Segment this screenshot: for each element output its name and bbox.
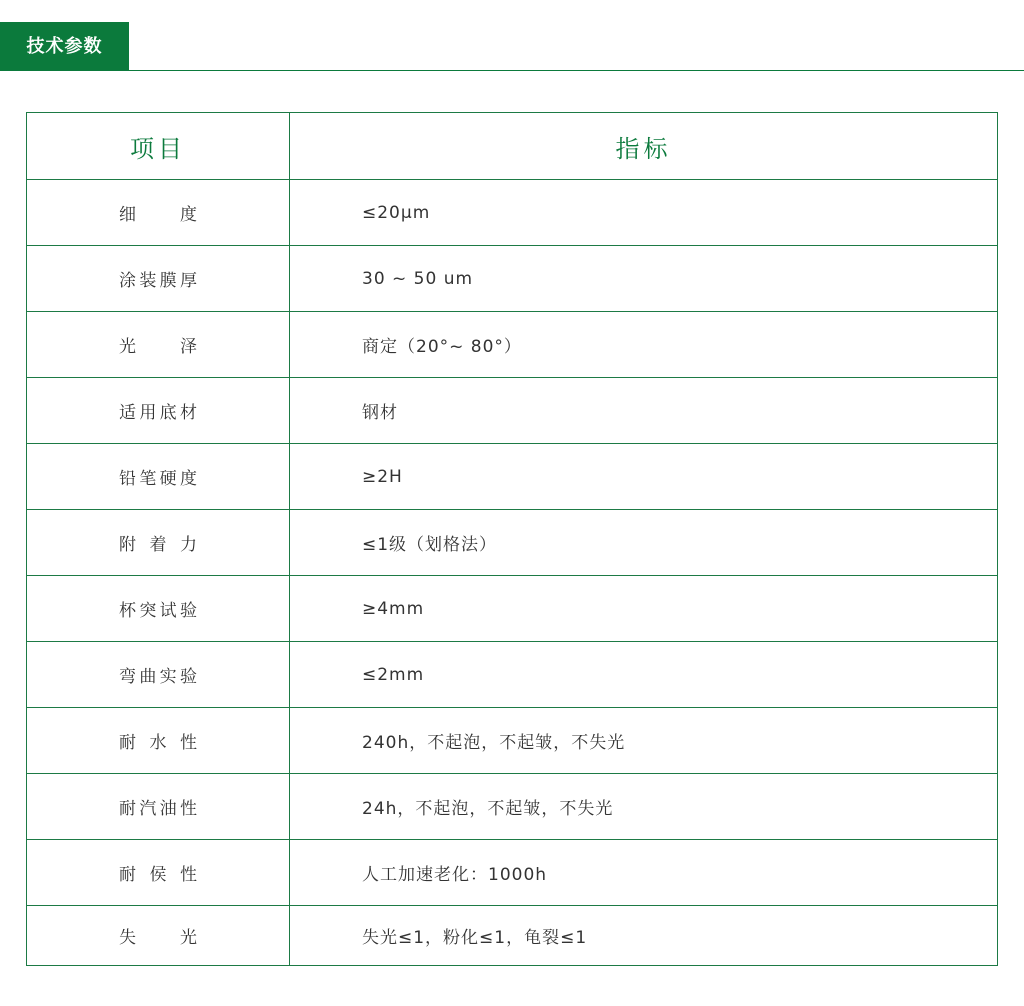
column-header-item: 项目 bbox=[27, 113, 290, 180]
item-label: 铅笔硬度 bbox=[119, 469, 197, 489]
value-cell: 24h，不起泡，不起皱，不失光 bbox=[290, 774, 998, 840]
header-divider bbox=[0, 70, 1024, 71]
item-label: 耐 水 性 bbox=[119, 733, 197, 753]
item-cell bbox=[27, 378, 290, 444]
item-label: 弯曲实验 bbox=[119, 667, 197, 687]
item-label: 杯突试验 bbox=[119, 601, 197, 621]
table-row bbox=[27, 840, 998, 906]
table-row bbox=[27, 378, 998, 444]
table-row bbox=[27, 444, 998, 510]
section-title-tab: 技术参数 bbox=[0, 22, 129, 71]
item-label: 附 着 力 bbox=[119, 535, 197, 555]
table-row bbox=[27, 576, 998, 642]
value-cell: ≥4mm bbox=[290, 576, 998, 642]
item-cell bbox=[27, 246, 290, 312]
value-cell: 人工加速老化：1000h bbox=[290, 840, 998, 906]
value-cell: ≤20μm bbox=[290, 180, 998, 246]
item-cell bbox=[27, 840, 290, 906]
item-cell bbox=[27, 180, 290, 246]
item-cell bbox=[27, 642, 290, 708]
item-label: 耐 侯 性 bbox=[119, 865, 197, 885]
item-cell bbox=[27, 576, 290, 642]
table-row bbox=[27, 510, 998, 576]
value-cell: ≤2mm bbox=[290, 642, 998, 708]
table-row bbox=[27, 180, 998, 246]
table-header-row bbox=[27, 113, 998, 180]
table-row bbox=[27, 774, 998, 840]
value-cell: 失光≤1，粉化≤1，龟裂≤1 bbox=[290, 906, 998, 966]
value-cell: 30 ~ 50 um bbox=[290, 246, 998, 312]
table-row bbox=[27, 906, 998, 966]
item-cell bbox=[27, 510, 290, 576]
item-label: 细 度 bbox=[119, 205, 197, 225]
value-cell: 钢材 bbox=[290, 378, 998, 444]
item-cell bbox=[27, 906, 290, 966]
table-row bbox=[27, 708, 998, 774]
table-row bbox=[27, 246, 998, 312]
item-label: 涂装膜厚 bbox=[119, 271, 197, 291]
section-header bbox=[0, 22, 1024, 72]
column-header-value: 指标 bbox=[290, 113, 998, 180]
item-cell bbox=[27, 444, 290, 510]
value-cell: ≥2H bbox=[290, 444, 998, 510]
item-label: 耐汽油性 bbox=[119, 799, 197, 819]
spec-table bbox=[26, 112, 998, 966]
item-cell bbox=[27, 708, 290, 774]
table-row bbox=[27, 312, 998, 378]
value-cell: ≤1级（划格法） bbox=[290, 510, 998, 576]
item-label: 失 光 bbox=[119, 928, 197, 948]
item-cell bbox=[27, 312, 290, 378]
item-label: 光 泽 bbox=[119, 337, 197, 357]
table-row bbox=[27, 642, 998, 708]
value-cell: 商定（20°~ 80°） bbox=[290, 312, 998, 378]
item-cell bbox=[27, 774, 290, 840]
value-cell: 240h，不起泡，不起皱，不失光 bbox=[290, 708, 998, 774]
item-label: 适用底材 bbox=[119, 403, 197, 423]
